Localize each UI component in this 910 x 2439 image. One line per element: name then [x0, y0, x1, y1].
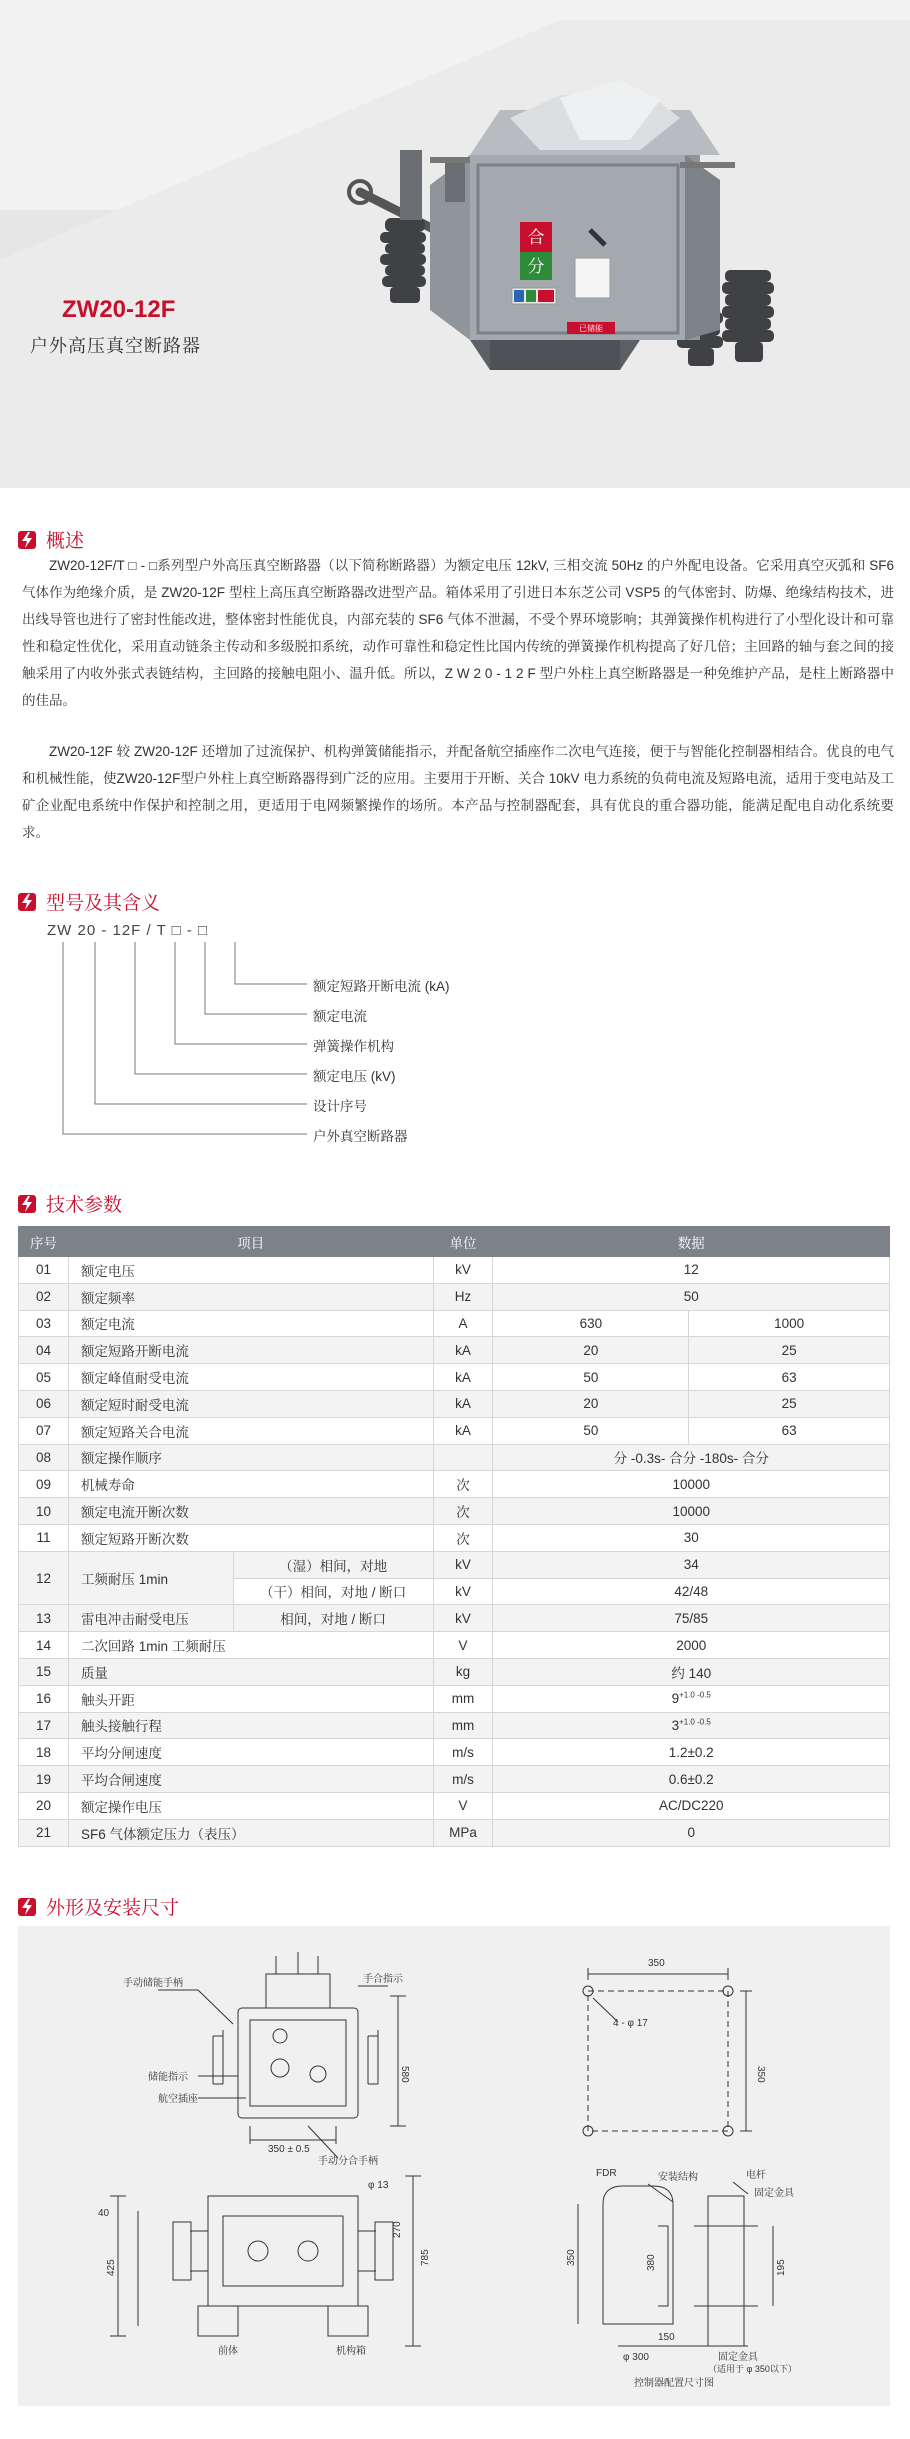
dim-mount-350: 350	[566, 2249, 577, 2266]
label-pole: 电杆	[746, 2170, 766, 2181]
drawings-panel	[18, 1926, 890, 2406]
label-mechanism-box: 机构箱	[336, 2346, 366, 2357]
label-fixture: 固定金具	[754, 2188, 794, 2199]
hero-banner	[0, 0, 910, 488]
col-unit: 单位	[433, 1227, 493, 1257]
dim-425: 425	[106, 2259, 117, 2276]
overview-heading-text: 概述	[46, 531, 85, 552]
dim-mount-380: 380	[646, 2254, 657, 2271]
table-row: 01 额定电压 kV 12	[19, 1257, 890, 1284]
table-row: 08 额定操作顺序 分 -0.3s- 合分 -180s- 合分	[19, 1444, 890, 1471]
table-row: （干）相间，对地 / 断口 kV 42/48	[19, 1578, 890, 1605]
table-row: 09 机械寿命 次 10000	[19, 1471, 890, 1498]
overview-paragraph-2: ZW20-12F 较 ZW20-12F 还增加了过流保护、机构弹簧储能指示，并配备航空插座作二次电气连接，便于与智能化控制器相结合。优良的电气和机械性能，使ZW20-12F型户外柱上真空断路器得到广泛的应用。主要用于开断、关合 10kV 电力系统的负荷电流及短路电流，适用于变电站及工矿企业配电系统中作保护和控制之用，更适用于电网频繁操作的场所。本产品与控制器配套，具有优良的重合器功能，能满足配电自动化系统要求。	[22, 744, 894, 840]
table-row: 10 额定电流开断次数 次 10000	[19, 1498, 890, 1525]
table-row: 14 二次回路 1min 工频耐压 V 2000	[19, 1632, 890, 1659]
drawings-heading	[18, 1893, 179, 1920]
code-label-1: 额定短路开断电流 (kA)	[313, 979, 450, 994]
dim-phi13: φ 13	[368, 2180, 389, 2191]
label-manual-close-indicator: 手合指示	[363, 1974, 403, 1985]
lightning-icon	[18, 1898, 36, 1916]
spec-heading	[18, 1190, 122, 1217]
table-row: 11 额定短路开断次数 次 30	[19, 1524, 890, 1551]
spec-header-row	[19, 1227, 890, 1257]
dim-40: 40	[98, 2208, 110, 2219]
col-no: 序号	[19, 1227, 69, 1257]
lightning-icon	[18, 1195, 36, 1213]
dim-plan-width: 350	[648, 1958, 665, 1969]
dim-580: 580	[399, 2066, 410, 2083]
label-manual-spring-handle: 手动储能手柄	[123, 1978, 183, 1989]
table-row: 12 工频耐压 1min （湿）相间，对地 kV 34	[19, 1551, 890, 1578]
label-fixture-note: （适用于 φ 350以下）	[708, 2364, 797, 2374]
product-subtitle: 户外高压真空断路器	[30, 336, 201, 356]
code-label-4: 额定电压 (kV)	[313, 1069, 396, 1084]
model-code-heading-text: 型号及其含义	[46, 893, 161, 914]
overview-heading	[18, 526, 84, 553]
table-row: 07 额定短路关合电流 kA 50 63	[19, 1417, 890, 1444]
model-code-string: ZW 20 - 12F / T □ - □	[47, 922, 209, 939]
dim-785: 785	[420, 2249, 431, 2266]
dim-mount-300: φ 300	[623, 2352, 649, 2363]
code-label-2: 额定电流	[313, 1009, 367, 1024]
product-image	[0, 0, 910, 488]
label-fdr: FDR	[596, 2168, 617, 2179]
model-code-diagram	[47, 922, 575, 1152]
lightning-icon	[18, 893, 36, 911]
drawing-caption: 控制器配置尺寸图	[634, 2378, 714, 2389]
ready-indicator: 已储能	[579, 324, 603, 333]
spec-table	[18, 1226, 890, 1847]
lightning-icon	[18, 531, 36, 549]
table-row: 03 额定电流 A 630 1000	[19, 1310, 890, 1337]
label-front-body: 前体	[218, 2346, 238, 2357]
table-row: 18 平均分闸速度 m/s 1.2±0.2	[19, 1739, 890, 1766]
table-row: 16 触头开距 mm $9^{+1.0 -0.5}$	[19, 1685, 890, 1712]
model-code-heading	[18, 888, 160, 915]
product-model: ZW20-12F	[62, 296, 176, 323]
dim-mount-195: 195	[776, 2259, 787, 2276]
table-row: 19 平均合闸速度 m/s 0.6±0.2	[19, 1766, 890, 1793]
model-code-leader-lines	[55, 922, 315, 1152]
table-row: 05 额定峰值耐受电流 kA 50 63	[19, 1364, 890, 1391]
label-spring-indicator: 储能指示	[148, 2072, 188, 2083]
label-manual-trip-handle: 手动分合手柄	[318, 2156, 378, 2167]
dimension-drawings	[18, 1926, 890, 2406]
code-label-6: 户外真空断路器	[313, 1129, 408, 1144]
label-install-structure: 安装结构	[658, 2172, 698, 2183]
col-item: 项目	[68, 1227, 433, 1257]
table-row: 21 SF6 气体额定压力（表压） MPa 0	[19, 1819, 890, 1846]
dim-plan-height: 350	[755, 2066, 766, 2083]
col-data: 数据	[493, 1227, 890, 1257]
spec-heading-text: 技术参数	[46, 1195, 123, 1216]
table-row: 02 额定频率 Hz 50	[19, 1283, 890, 1310]
open-indicator: 分	[527, 257, 545, 277]
dim-270: 270	[392, 2221, 403, 2238]
table-row: 04 额定短路开断电流 kA 20 25	[19, 1337, 890, 1364]
table-row: 13 雷电冲击耐受电压 相间，对地 / 断口 kV 75/85	[19, 1605, 890, 1632]
code-label-5: 设计序号	[313, 1099, 367, 1114]
drawings-heading-text: 外形及安装尺寸	[46, 1898, 180, 1919]
label-aviation-socket: 航空插座	[158, 2094, 198, 2105]
table-row: 06 额定短时耐受电流 kA 20 25	[19, 1390, 890, 1417]
close-indicator: 合	[527, 228, 545, 248]
overview-paragraph-1: ZW20-12F/T □ - □系列型户外高压真空断路器（以下简称断路器）为额定电压 12kV, 三相交流 50Hz 的户外配电设备。它采用真空灭弧和 SF6 气体作为绝缘介质，是 ZW20-12F 型柱上高压真空断路器改进型产品。箱体采用了引进日本东芝公司 VSP5 的气体密封、防爆、绝缘结构技术，进出线导管也进行了密封性能改进，整体密封性能优良，内部充装的 SF6 气体不泄漏，不受个界环境影响；其弹簧操作机构进行了小型化设计和可靠性和稳定性优化，采用直动链条主传动和多级脱扣系统，动作可靠性和稳定性比国内传统的弹簧操作机构提高了好几倍；主回路的轴与套之间的接触采用了内收外张式表链结构，主回路的接触电阻小、温升低。所以，Z W 2 0 - 1 2 F 型户外柱上真空断路器是一种免维护产品，是柱上断路器中的佳品。	[22, 558, 894, 708]
label-holes: 4 - φ 17	[613, 2018, 648, 2029]
table-row: 17 触头接触行程 mm $3^{+1.0 -0.5}$	[19, 1712, 890, 1739]
dim-350: 350 ± 0.5	[268, 2144, 310, 2155]
code-label-3: 弹簧操作机构	[313, 1039, 394, 1054]
dim-mount-150: 150	[658, 2332, 675, 2343]
label-fixture-2: 固定金具	[718, 2352, 758, 2363]
table-row: 20 额定操作电压 V AC/DC220	[19, 1792, 890, 1819]
table-row: 15 质量 kg 约 140	[19, 1658, 890, 1685]
